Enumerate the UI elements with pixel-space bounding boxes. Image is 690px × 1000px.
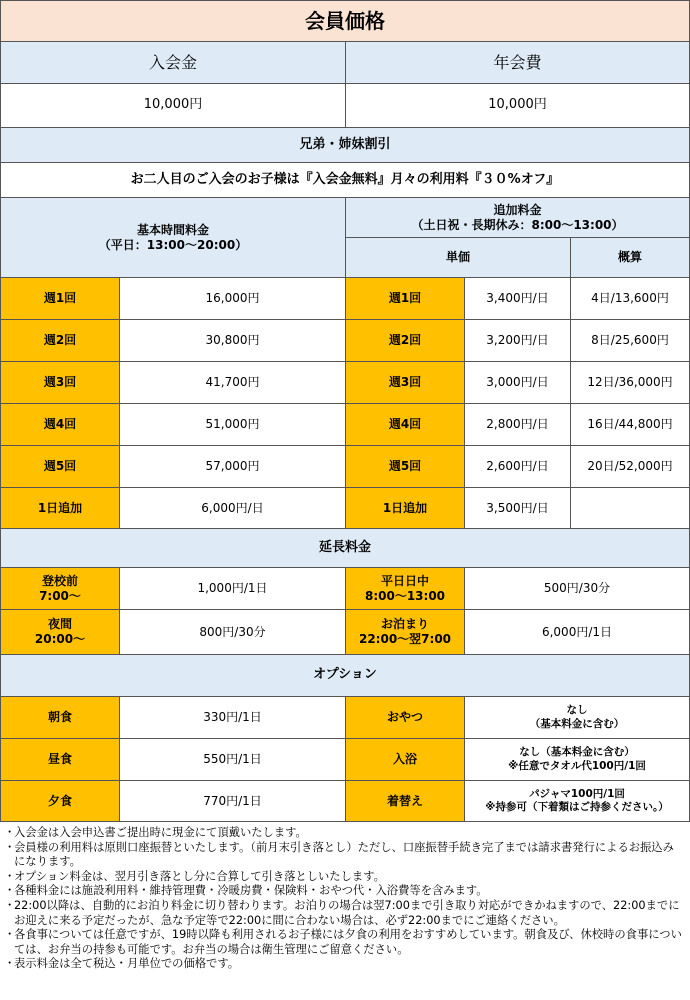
note-item <box>0 826 690 841</box>
additional-estimate <box>570 487 690 530</box>
option-detail-note: ※任意でタオル代100円/1回 <box>508 759 646 772</box>
bullet-icon: ・ <box>4 884 16 898</box>
note-text: 各食事については任意ですが、19時以降も利用されるお子様には夕食の利用をおすすめしています。朝食及び、休校時の食事については、お弁当の持参も可能です。お弁当の場合は衛生管理にご留意ください。 <box>14 928 682 956</box>
note-text: オプション料金は、翌月引き落とし分に合算して引き落としいたします。 <box>14 869 385 883</box>
additional-unit-price: 2,800円/日 <box>464 403 571 446</box>
basic-plan-label: 1日追加 <box>0 487 120 530</box>
bullet-icon: ・ <box>4 869 16 883</box>
entry-fee-label: 入会金 <box>0 41 346 84</box>
basic-plan-price: 51,000円 <box>119 403 346 446</box>
option-price: 330円/1日 <box>119 696 346 739</box>
additional-estimate: 4日/13,600円 <box>570 277 690 320</box>
basic-fee-title: 基本時間料金 <box>136 222 209 237</box>
ext-overnight-time: 22:00～翌7:00 <box>358 632 452 646</box>
ext-before-school-value: 1,000円/1日 <box>119 567 346 610</box>
additional-fee-header <box>345 197 690 238</box>
ext-overnight-value: 6,000円/1日 <box>464 609 690 655</box>
page-title: 会員価格 <box>0 0 690 42</box>
option-label: 夕食 <box>0 780 120 822</box>
note-text: 表示料金は全て税込・月単位での価格です。 <box>14 957 240 971</box>
sibling-discount-header: 兄弟・姉妹割引 <box>0 127 690 163</box>
ext-overnight-label <box>345 609 465 655</box>
note-item <box>0 841 690 870</box>
ext-night-label <box>0 609 120 655</box>
ext-weekday-day-label <box>345 567 465 610</box>
note-item <box>0 899 690 928</box>
ext-night-title: 夜間 <box>47 617 72 631</box>
basic-plan-label: 週4回 <box>0 403 120 446</box>
note-text: 22:00以降は、自動的にお泊り料金に切り替わります。お泊りの場合は翌7:00まで引き取り対応ができかねますので、22:00までにお迎えに来る予定だったが、急な予定等で22:00に間に合わない場合は、必ず22:00までにご連絡ください。 <box>14 898 680 927</box>
option-detail <box>464 738 690 781</box>
option-price: 770円/1日 <box>119 780 346 822</box>
option-detail-note: ※持参可（下着類はご持参ください。） <box>485 801 669 813</box>
note-item <box>0 870 690 885</box>
basic-plan-label: 週3回 <box>0 361 120 404</box>
ext-before-school-title: 登校前 <box>41 573 78 588</box>
basic-plan-label: 週1回 <box>0 277 120 320</box>
bullet-icon: ・ <box>4 898 16 912</box>
estimate-header: 概算 <box>570 237 690 278</box>
option-detail-note: （基本料金に含む） <box>529 717 625 730</box>
option-label: 着替え <box>345 780 465 822</box>
additional-unit-price: 2,600円/日 <box>464 445 571 488</box>
note-item <box>0 928 690 957</box>
basic-plan-price: 57,000円 <box>119 445 346 488</box>
additional-estimate: 12日/36,000円 <box>570 361 690 404</box>
option-price: 550円/1日 <box>119 738 346 781</box>
note-text: 入会金は入会申込書ご提出時に現金にて頂戴いたします。 <box>14 826 307 839</box>
options-header: オプション <box>0 654 690 697</box>
annual-fee-value: 10,000円 <box>345 83 690 128</box>
note-text: 会員様の利用料は原則口座振替といたします。（前月末引き落とし）ただし、口座振替手続き完了までは請求書発行によるお振込みになります。 <box>14 840 674 869</box>
additional-fee-title: 追加料金 <box>493 202 542 217</box>
basic-plan-price: 41,700円 <box>119 361 346 404</box>
option-detail <box>464 780 690 822</box>
note-text: 各種料金には施設利用料・維持管理費・冷暖房費・保険料・おやつ代・入浴費等を含みます。 <box>14 884 488 898</box>
additional-plan-label: 週4回 <box>345 403 465 446</box>
additional-unit-price: 3,500円/日 <box>464 487 571 530</box>
additional-plan-label: 週2回 <box>345 319 465 362</box>
ext-weekday-day-title: 平日日中 <box>380 573 429 588</box>
basic-plan-label: 週5回 <box>0 445 120 488</box>
sibling-discount-text: お二人目のご入会のお子様は『入会金無料』月々の利用料『３０%オフ』 <box>0 162 690 198</box>
option-detail <box>464 696 690 739</box>
additional-unit-price: 3,000円/日 <box>464 361 571 404</box>
additional-estimate: 20日/52,000円 <box>570 445 690 488</box>
option-detail-line: パジャマ100円/1回 <box>529 787 625 800</box>
option-label: おやつ <box>345 696 465 739</box>
option-label: 朝食 <box>0 696 120 739</box>
additional-estimate: 16日/44,800円 <box>570 403 690 446</box>
additional-plan-label: 週3回 <box>345 361 465 404</box>
bullet-icon: ・ <box>4 840 16 854</box>
additional-fee-subtitle: （土日祝・長期休み：8:00～13:00） <box>411 217 624 232</box>
basic-plan-price: 6,000円/日 <box>119 487 346 530</box>
basic-plan-label: 週2回 <box>0 319 120 362</box>
note-item <box>0 957 690 972</box>
ext-overnight-title: お泊まり <box>380 617 429 631</box>
basic-fee-header <box>0 197 346 278</box>
additional-unit-price: 3,400円/日 <box>464 277 571 320</box>
additional-unit-price: 3,200円/日 <box>464 319 571 362</box>
ext-weekday-day-time: 8:00～13:00 <box>364 588 446 603</box>
option-label: 入浴 <box>345 738 465 781</box>
ext-before-school-time: 7:00～ <box>39 588 81 603</box>
ext-weekday-day-value: 500円/30分 <box>464 567 690 610</box>
option-detail-line: なし（基本料金に含む） <box>519 746 635 759</box>
bullet-icon: ・ <box>4 928 16 942</box>
option-detail-line: なし <box>566 704 588 717</box>
ext-night-value: 800円/30分 <box>119 609 346 655</box>
basic-plan-price: 16,000円 <box>119 277 346 320</box>
basic-fee-subtitle: （平日：13:00～20:00） <box>98 237 248 252</box>
bullet-icon: ・ <box>4 826 16 839</box>
ext-before-school-label <box>0 567 120 610</box>
additional-estimate: 8日/25,600円 <box>570 319 690 362</box>
additional-plan-label: 週5回 <box>345 445 465 488</box>
ext-night-time: 20:00～ <box>34 632 86 646</box>
unit-price-header: 単価 <box>345 237 571 278</box>
basic-plan-price: 30,800円 <box>119 319 346 362</box>
additional-plan-label: 週1回 <box>345 277 465 320</box>
option-label: 昼食 <box>0 738 120 781</box>
notes-list <box>0 826 690 972</box>
note-item <box>0 884 690 899</box>
annual-fee-label: 年会費 <box>345 41 690 84</box>
extension-fee-header: 延長料金 <box>0 528 690 568</box>
bullet-icon: ・ <box>4 957 16 971</box>
additional-plan-label: 1日追加 <box>345 487 465 530</box>
entry-fee-value: 10,000円 <box>0 83 346 128</box>
